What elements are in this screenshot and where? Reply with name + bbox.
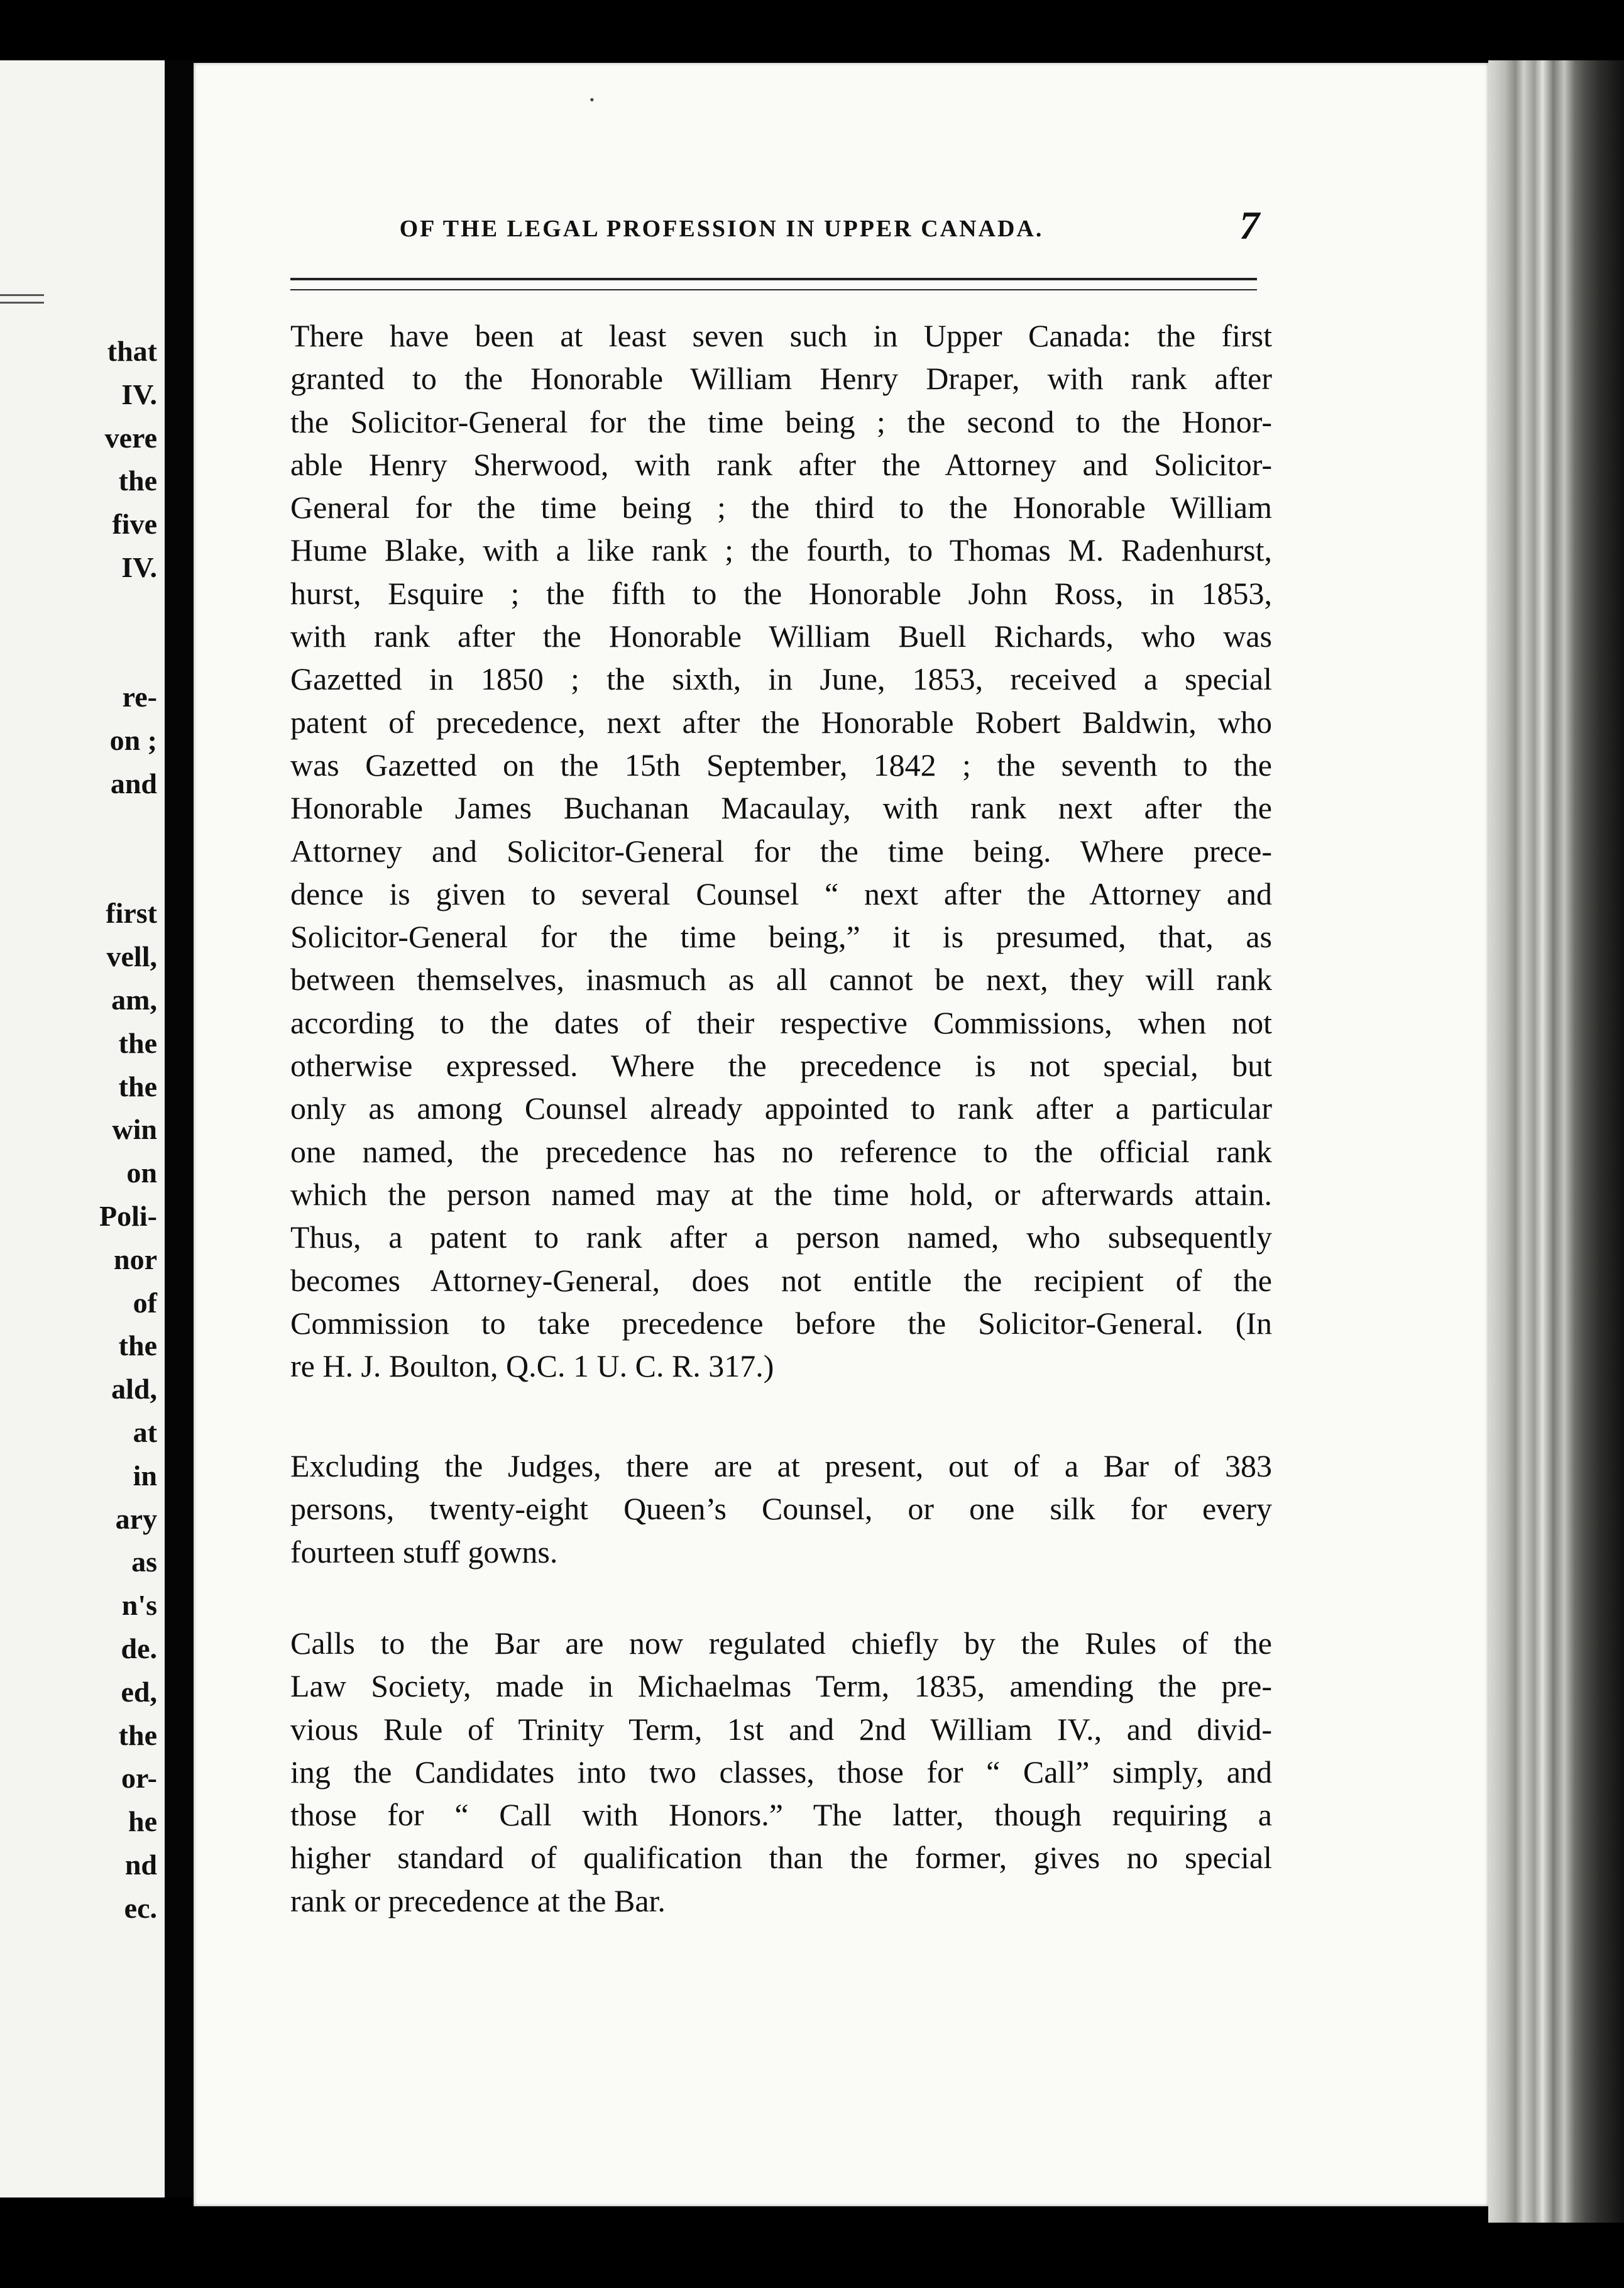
text-line: able Henry Sherwood, with rank after the Attorney and Solicitor- xyxy=(290,446,1272,482)
text-line: granted to the Honorable William Henry Draper, with rank after xyxy=(290,361,1272,397)
text-line: Calls to the Bar are now regulated chiefly by the Rules of the xyxy=(290,1625,1272,1661)
left-page-fragment: he xyxy=(128,1805,157,1838)
text-line: Law Society, made in Michaelmas Term, 1835, amending the pre- xyxy=(290,1668,1272,1704)
page-number: 7 xyxy=(1239,203,1259,248)
left-page-fragment: IV. xyxy=(121,551,157,583)
left-page-fragment: at xyxy=(133,1416,157,1448)
text-line: otherwise expressed. Where the precedence is not special, but xyxy=(290,1048,1272,1084)
text-line: patent of precedence, next after the Honorable Robert Baldwin, who xyxy=(290,704,1272,740)
left-page-fragment: am, xyxy=(111,984,157,1016)
text-line: Gazetted in 1850 ; the sixth, in June, 1853, received a special xyxy=(290,661,1272,697)
left-page-fragment: IV. xyxy=(121,378,157,410)
text-line: Honorable James Buchanan Macaulay, with rank next after the xyxy=(290,790,1272,826)
page-gutter xyxy=(165,60,194,2197)
text-line: Commission to take precedence before the Solicitor-General. (In xyxy=(290,1305,1272,1341)
text-line: becomes Attorney-General, does not entitle the recipient of the xyxy=(290,1262,1272,1298)
text-line: according to the dates of their respective Commissions, when not xyxy=(290,1004,1272,1040)
text-line: hurst, Esquire ; the fifth to the Honorable John Ross, in 1853, xyxy=(290,575,1272,611)
left-page-fragment: nd xyxy=(124,1849,157,1881)
text-line: ing the Candidates into two classes, those for “ Call” simply, and xyxy=(290,1754,1272,1790)
left-page-fragment: ec. xyxy=(124,1891,157,1924)
printer-speck: • xyxy=(590,92,595,107)
text-line: rank or precedence at the Bar. xyxy=(290,1883,666,1918)
text-line: which the person named may at the time hold, or afterwards attain. xyxy=(290,1176,1272,1212)
text-line: dence is given to several Counsel “ next after the Attorney and xyxy=(290,876,1272,911)
left-page-fragment: ed, xyxy=(121,1675,157,1708)
text-line: persons, twenty-eight Queen’s Counsel, or one silk for every xyxy=(290,1491,1272,1527)
left-page-fragment: n's xyxy=(121,1589,157,1622)
paragraph-body xyxy=(290,1444,1272,1573)
left-page-fragment: on xyxy=(126,1157,157,1189)
paragraph-body xyxy=(290,314,1272,1387)
text-line: those for “ Call with Honors.” The latter, though requiring a xyxy=(290,1797,1272,1833)
text-line: between themselves, inasmuch as all cannot be next, they will rank xyxy=(290,962,1272,998)
text-line: was Gazetted on the 15th September, 1842 ; the seventh to the xyxy=(290,747,1272,783)
header-rule-thick xyxy=(290,278,1257,280)
text-line: one named, the precedence has no reference to the official rank xyxy=(290,1133,1272,1169)
left-page-fragment: win xyxy=(112,1113,157,1146)
text-line: higher standard of qualification than the former, gives no special xyxy=(290,1840,1272,1876)
text-line: fourteen stuff gowns. xyxy=(290,1534,558,1570)
left-page-fragment: and xyxy=(110,767,157,800)
text-line: Attorney and Solicitor-General for the time being. Where prece- xyxy=(290,833,1272,869)
left-page-fragment: the xyxy=(118,1329,157,1362)
left-page-fragment: on ; xyxy=(109,724,157,757)
text-line: only as among Counsel already appointed to rank after a particular xyxy=(290,1091,1272,1126)
left-page-fragment: nor xyxy=(114,1243,157,1275)
left-facing-page-fragment xyxy=(0,60,165,2197)
left-page-fragment: in xyxy=(133,1459,157,1492)
left-page-fragment: first xyxy=(106,897,157,930)
header-rule-thin xyxy=(290,289,1257,290)
left-page-fragment: ary xyxy=(115,1502,157,1535)
book-page-edges xyxy=(1488,60,1624,2223)
text-line: the Solicitor-General for the time being ; the second to the Honor- xyxy=(290,404,1272,439)
text-line: Hume Blake, with a like rank ; the fourth, to Thomas M. Radenhurst, xyxy=(290,532,1272,568)
left-page-fragment: vere xyxy=(104,421,157,454)
left-page-fragment: of xyxy=(133,1286,157,1319)
paragraph-body xyxy=(290,1622,1272,1922)
text-line: with rank after the Honorable William Buell Richards, who was xyxy=(290,619,1272,654)
text-line: Thus, a patent to rank after a person named, who subsequently xyxy=(290,1219,1272,1255)
left-page-fragment: re- xyxy=(122,681,157,713)
left-page-fragment: five xyxy=(112,508,157,541)
text-line: Solicitor-General for the time being,” it is presumed, that, as xyxy=(290,919,1272,955)
left-page-rule xyxy=(0,294,44,296)
text-line: Excluding the Judges, there are at present, out of a Bar of 383 xyxy=(290,1448,1272,1483)
text-line: General for the time being ; the third to the Honorable William xyxy=(290,490,1272,525)
paragraph-calls-to-bar xyxy=(290,1622,1272,1922)
left-page-fragment: Poli- xyxy=(99,1200,157,1232)
book-page xyxy=(194,63,1488,2206)
left-page-fragment: de. xyxy=(121,1632,157,1664)
left-page-fragment: ald, xyxy=(111,1373,157,1405)
left-page-fragment: the xyxy=(118,1719,157,1751)
text-line: re H. J. Boulton, Q.C. 1 U. C. R. 317.) xyxy=(290,1348,774,1384)
left-page-rule xyxy=(0,302,44,304)
left-page-fragment: that xyxy=(107,335,157,367)
left-page-fragment: vell, xyxy=(106,940,157,973)
left-page-fragment: the xyxy=(118,1070,157,1103)
left-page-fragment: as xyxy=(131,1546,157,1578)
text-line: vious Rule of Trinity Term, 1st and 2nd William IV., and divid- xyxy=(290,1711,1272,1747)
text-line: There have been at least seven such in Upper Canada: the first xyxy=(290,318,1272,353)
left-page-fragment: the xyxy=(118,1026,157,1059)
paragraph-queens-counsel-count xyxy=(290,1444,1272,1573)
paragraph-precedence-patents xyxy=(290,314,1272,1387)
running-head: OF THE LEGAL PROFESSION IN UPPER CANADA. xyxy=(399,216,1044,242)
left-page-fragment: or- xyxy=(121,1762,157,1795)
left-page-fragment: the xyxy=(118,465,157,497)
